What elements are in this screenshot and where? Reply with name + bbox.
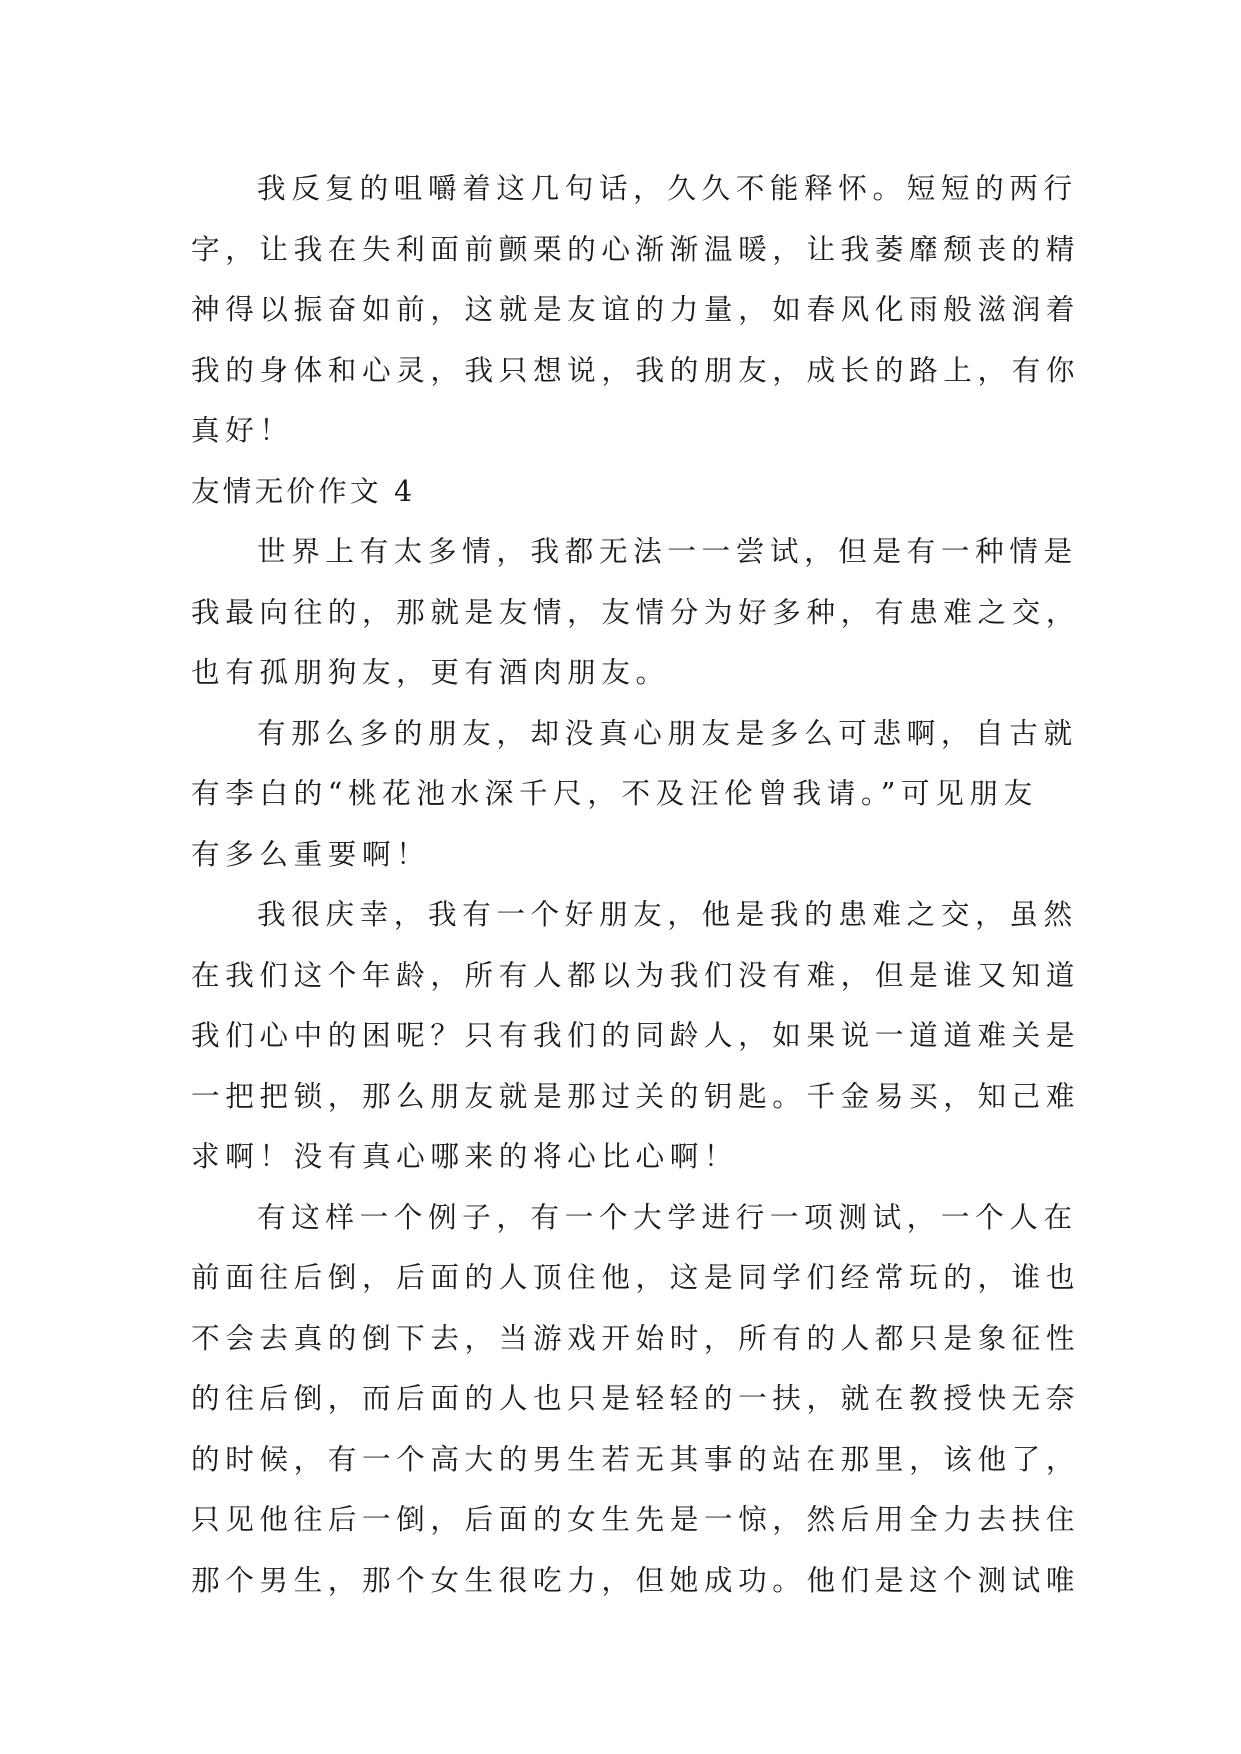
paragraph-line: 我最向往的，那就是友情，友情分为好多种，有患难之交， [191, 594, 1081, 629]
paragraph-line: 前面往后倒，后面的人顶住他，这是同学们经常玩的，谁也 [191, 1260, 1081, 1294]
paragraph-line: 我的身体和心灵，我只想说，我的朋友，成长的路上，有你 [191, 352, 1081, 387]
paragraph-line: 有这样一个例子，有一个大学进行一项测试，一个人在 [257, 1199, 1078, 1234]
paragraph-line: 真好！ [191, 413, 294, 447]
essay-text-block [191, 158, 1081, 1610]
paragraph-line: 世界上有太多情，我都无法一一尝试，但是有一种情是 [257, 534, 1078, 568]
paragraph-line: 只见他往后一倒，后面的女生先是一惊，然后用全力去扶住 [191, 1502, 1081, 1536]
paragraph-line: 的往后倒，而后面的人也只是轻轻的一扶，就在教授快无奈 [191, 1381, 1081, 1415]
paragraph-line: 我很庆幸，我有一个好朋友，他是我的患难之交，虽然 [257, 897, 1078, 931]
paragraph-line: 在我们这个年龄，所有人都以为我们没有难，但是谁又知道 [191, 957, 1081, 992]
paragraph-line: 我反复的咀嚼着这几句话，久久不能释怀。短短的两行 [257, 171, 1078, 205]
section-heading: 友情无价作文 4 [191, 473, 416, 508]
paragraph-line: 有那么多的朋友，却没真心朋友是多么可悲啊，自古就 [257, 715, 1078, 750]
paragraph-line: 字，让我在失利面前颤栗的心渐渐温暖，让我萎靡颓丧的精 [191, 231, 1081, 266]
paragraph-line: 有李白的“桃花池水深千尺，不及汪伦曾我请。”可见朋友 [191, 776, 1038, 810]
paragraph-line: 的时候，有一个高大的男生若无其事的站在那里，该他了， [191, 1441, 1081, 1476]
paragraph-line: 有多么重要啊！ [191, 836, 431, 871]
paragraph-line: 我们心中的困呢？只有我们的同龄人，如果说一道道难关是 [191, 1018, 1081, 1052]
paragraph-line: 那个男生，那个女生很吃力，但她成功。他们是这个测试唯 [191, 1562, 1081, 1597]
paragraph-line: 一把把锁，那么朋友就是那过关的钥匙。千金易买，知己难 [191, 1078, 1081, 1113]
paragraph-line: 不会去真的倒下去，当游戏开始时，所有的人都只是象征性 [191, 1320, 1081, 1355]
paragraph-line: 求啊！没有真心哪来的将心比心啊！ [191, 1139, 739, 1173]
paragraph-line: 神得以振奋如前，这就是友谊的力量，如春风化雨般滋润着 [191, 292, 1081, 326]
paragraph-line: 也有孤朋狗友，更有酒肉朋友。 [191, 655, 670, 689]
